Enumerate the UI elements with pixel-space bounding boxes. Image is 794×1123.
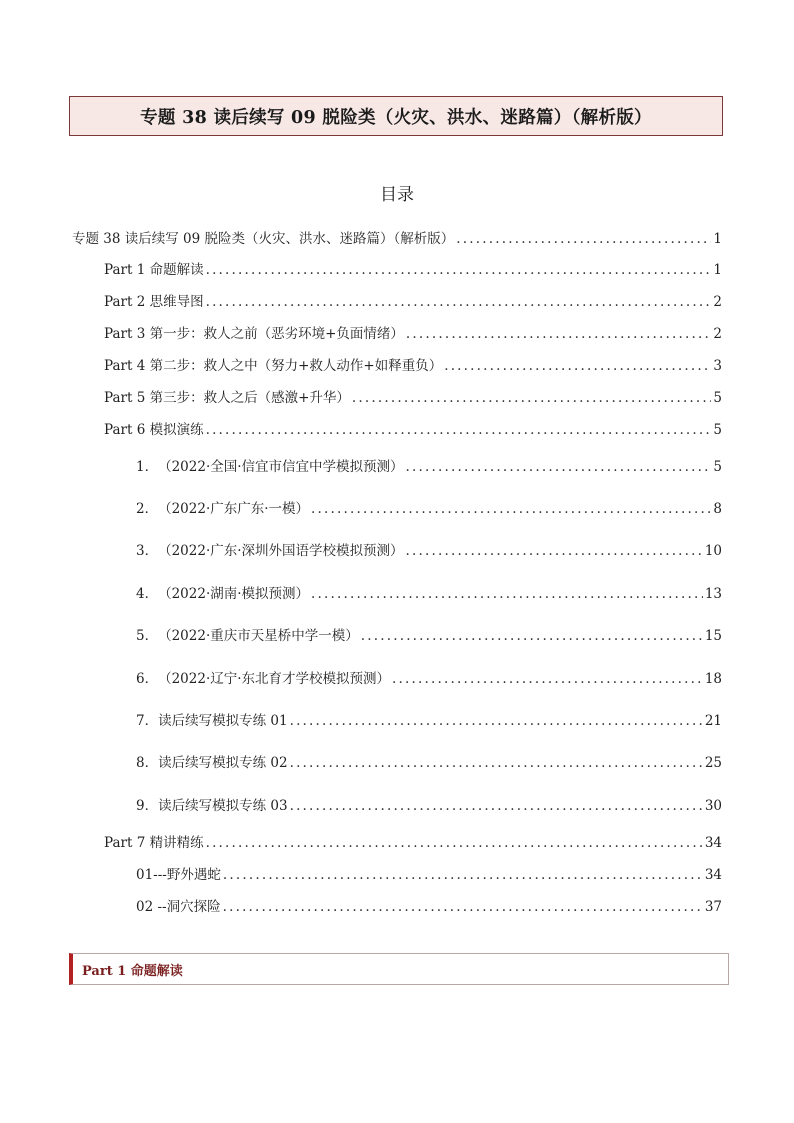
toc-subentry-snake[interactable] xyxy=(136,865,722,885)
toc-subentry-9[interactable] xyxy=(136,796,722,816)
toc-leader xyxy=(206,292,712,312)
toc-entry-page: 8 xyxy=(713,501,722,517)
toc-leader xyxy=(206,420,712,440)
toc-entry-label: （2022·全国·信宜市信宜中学模拟预测） xyxy=(158,459,404,475)
toc-leader xyxy=(290,796,703,816)
toc-leader xyxy=(206,260,712,280)
toc-entry-label: 01---野外遇蛇 xyxy=(136,867,221,883)
document-title: 专题 38 读后续写 09 脱险类（火灾、洪水、迷路篇）（解析版） xyxy=(140,107,652,128)
toc-entry-label: Part 1 命题解读 xyxy=(104,262,204,278)
toc-leader xyxy=(290,753,703,773)
toc-entry-label: 读后续写模拟专练 03 xyxy=(158,798,288,814)
toc-entry-part6[interactable] xyxy=(104,420,722,440)
toc-entry-page: 37 xyxy=(704,899,722,915)
toc-leader xyxy=(206,833,703,853)
toc-entry-page: 21 xyxy=(704,713,722,729)
toc-entry-page: 10 xyxy=(704,543,722,559)
toc-entry-page: 3 xyxy=(713,358,722,374)
toc-entry-part7[interactable] xyxy=(104,833,722,853)
toc-leader xyxy=(456,229,711,249)
section-heading-box xyxy=(69,953,729,985)
toc-heading: 目录 xyxy=(380,185,414,205)
toc-entry-page: 5 xyxy=(713,422,722,438)
toc-entry-label: （2022·湖南·模拟预测） xyxy=(158,586,310,602)
toc-subentry-7[interactable] xyxy=(136,711,722,731)
toc-entry-label: 读后续写模拟专练 02 xyxy=(158,755,288,771)
toc-entry-label: Part 4 第二步：救人之中（努力+救人动作+如释重负） xyxy=(104,358,443,374)
toc-entry-number: 9． xyxy=(136,798,159,814)
toc-entry-label: （2022·广东·深圳外国语学校模拟预测） xyxy=(158,543,404,559)
toc-leader xyxy=(444,356,711,376)
toc-entry-label: 专题 38 读后续写 09 脱险类（火灾、洪水、迷路篇）（解析版） xyxy=(72,231,455,247)
toc-entry-page: 5 xyxy=(713,459,722,475)
toc-entry-number: 4． xyxy=(136,586,159,602)
toc-entry-page: 5 xyxy=(713,390,722,406)
toc-entry-page: 30 xyxy=(704,798,722,814)
toc-entry-part4[interactable] xyxy=(104,356,722,376)
toc-subentry-8[interactable] xyxy=(136,753,722,773)
toc-entry-page: 25 xyxy=(704,755,722,771)
toc-entry-page: 2 xyxy=(713,326,722,342)
toc-leader xyxy=(406,457,712,477)
toc-entry-number: 6． xyxy=(136,671,159,687)
toc-leader xyxy=(223,897,703,917)
toc-subentry-3[interactable] xyxy=(136,541,722,561)
toc-entry-number: 5． xyxy=(136,628,159,644)
toc-leader xyxy=(392,669,703,689)
toc-entry-page: 34 xyxy=(704,835,722,851)
toc-entry-label: Part 7 精讲精练 xyxy=(104,835,204,851)
toc-entry-number: 2． xyxy=(136,501,159,517)
toc-entry-label: Part 6 模拟演练 xyxy=(104,422,204,438)
toc-entry-page: 2 xyxy=(713,294,722,310)
toc-entry-number: 8． xyxy=(136,755,159,771)
toc-subentry-5[interactable] xyxy=(136,626,722,646)
toc-leader xyxy=(223,865,703,885)
toc-entry-title[interactable] xyxy=(72,229,722,249)
document-title-box xyxy=(69,96,723,136)
toc-entry-label: （2022·广东广东·一模） xyxy=(158,501,310,517)
toc-entry-page: 1 xyxy=(713,231,722,247)
toc-entry-page: 13 xyxy=(704,586,722,602)
toc-entry-label: （2022·辽宁·东北育才学校模拟预测） xyxy=(158,671,391,687)
toc-leader xyxy=(406,541,703,561)
toc-subentry-1[interactable] xyxy=(136,457,722,477)
toc-entry-label: Part 5 第三步：救人之后（感激+升华） xyxy=(104,390,350,406)
toc-entry-part3[interactable] xyxy=(104,324,722,344)
toc-leader xyxy=(352,388,712,408)
toc-entry-page: 34 xyxy=(704,867,722,883)
toc-entry-page: 1 xyxy=(713,262,722,278)
toc-entry-label: Part 3 第一步：救人之前（恶劣环境+负面情绪） xyxy=(104,326,404,342)
toc-leader xyxy=(311,584,703,604)
toc-entry-label: （2022·重庆市天星桥中学一模） xyxy=(158,628,359,644)
toc-entry-number: 1． xyxy=(136,459,159,475)
toc-entry-number: 7． xyxy=(136,713,159,729)
toc-entry-label: Part 2 思维导图 xyxy=(104,294,204,310)
toc-entry-number: 3． xyxy=(136,543,159,559)
toc-subentry-6[interactable] xyxy=(136,669,722,689)
section-heading: Part 1 命题解读 xyxy=(82,963,183,979)
toc-leader xyxy=(361,626,703,646)
toc-entry-page: 15 xyxy=(704,628,722,644)
toc-entry-page: 18 xyxy=(704,671,722,687)
toc-entry-part2[interactable] xyxy=(104,292,722,312)
toc-leader xyxy=(406,324,712,344)
toc-entry-label: 02 --洞穴探险 xyxy=(136,899,221,915)
toc-entry-part1[interactable] xyxy=(104,260,722,280)
toc-entry-label: 读后续写模拟专练 01 xyxy=(158,713,288,729)
toc-leader xyxy=(290,711,703,731)
toc-subentry-2[interactable] xyxy=(136,499,722,519)
toc-subentry-4[interactable] xyxy=(136,584,722,604)
toc-leader xyxy=(311,499,711,519)
toc-entry-part5[interactable] xyxy=(104,388,722,408)
toc-subentry-cave[interactable] xyxy=(136,897,722,917)
